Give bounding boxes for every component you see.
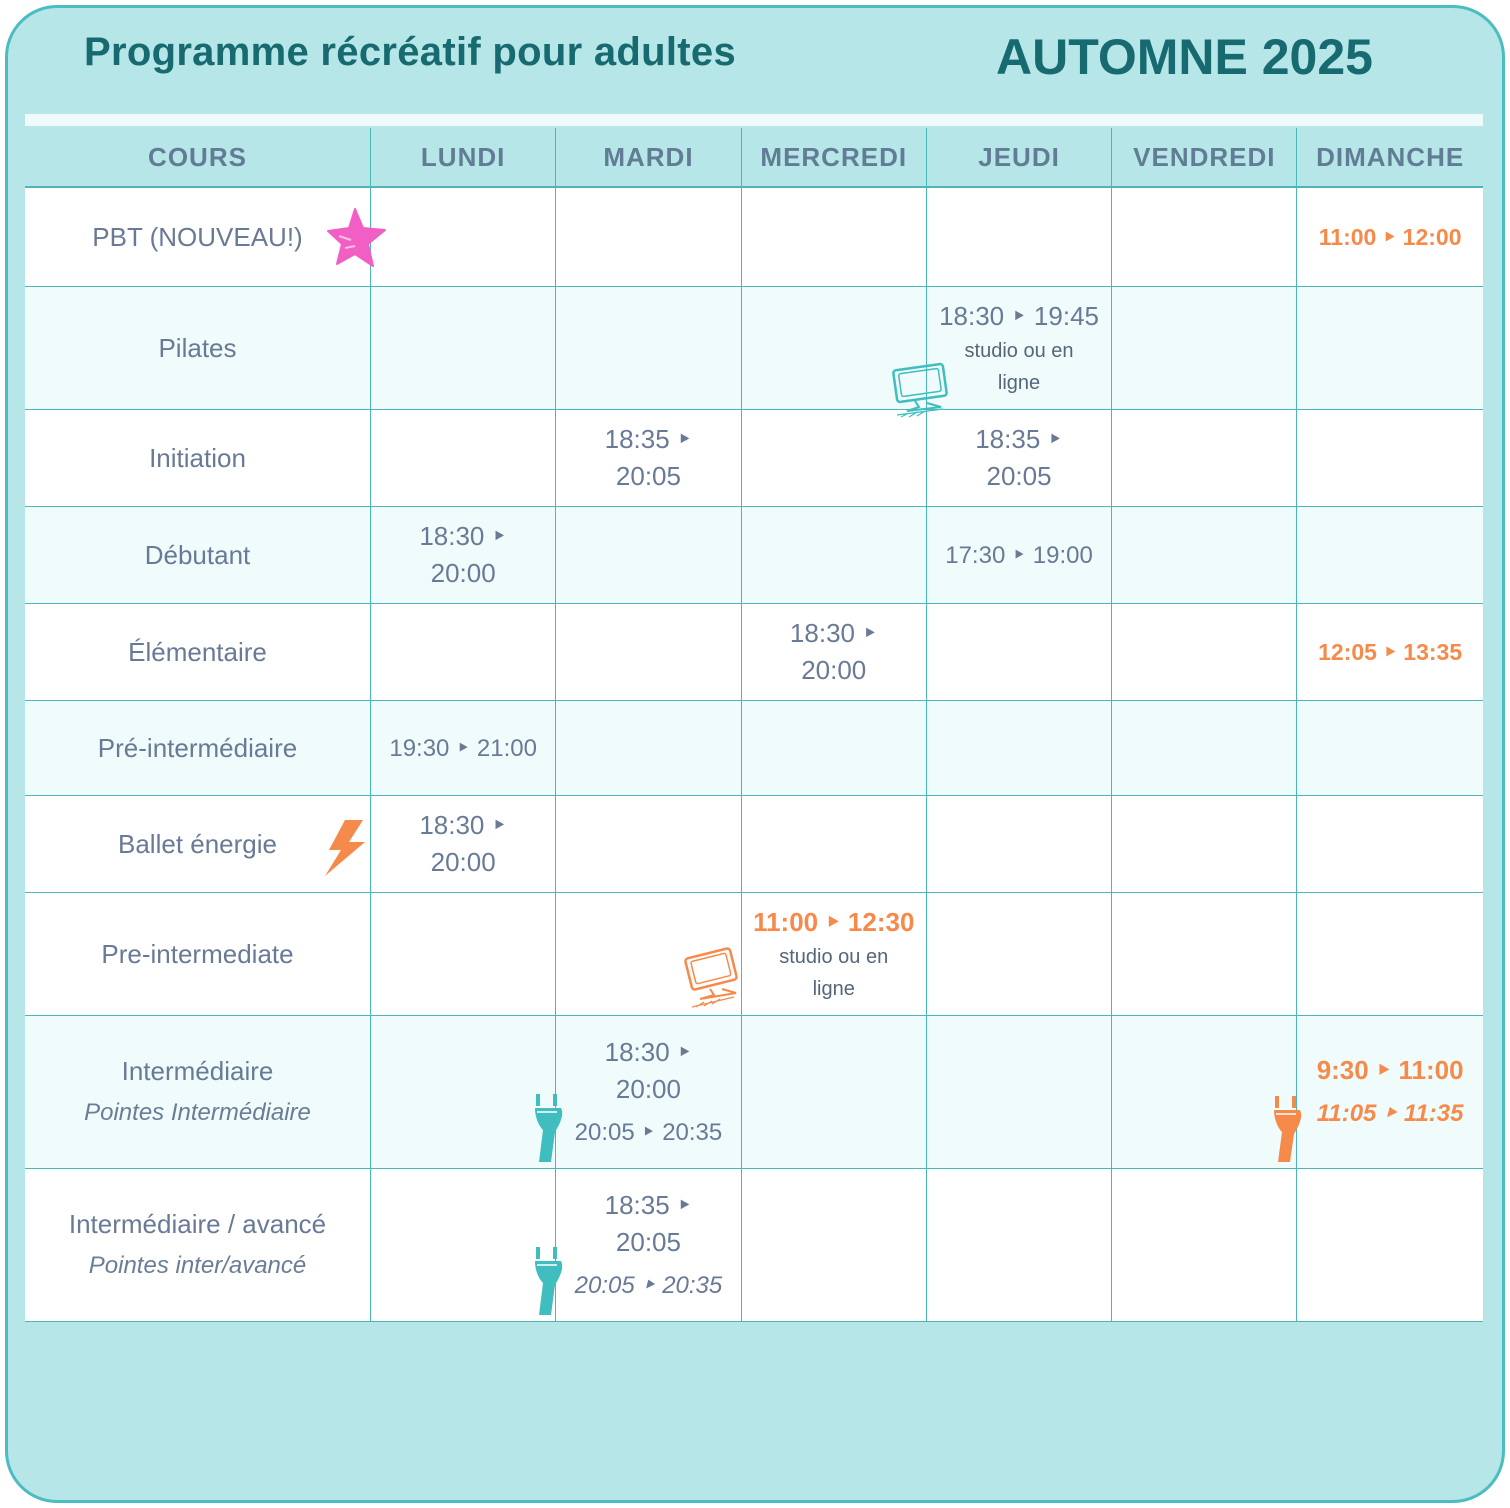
vendredi-cell [1112, 507, 1297, 603]
course-subname: Pointes Intermédiaire [84, 1099, 311, 1126]
class-time: 20:00 [801, 655, 867, 685]
course-cell [25, 1016, 371, 1168]
vendredi-cell [1112, 287, 1297, 409]
class-time: 11:05 ‣ 11:35 [1316, 1100, 1464, 1127]
course-cell [25, 893, 371, 1015]
table-header-row [25, 128, 1483, 188]
jeudi-cell [927, 410, 1112, 506]
dimanche-cell [1297, 701, 1482, 795]
course-cell [25, 796, 371, 892]
course-name: Élémentaire [128, 636, 267, 667]
mercredi-cell [742, 188, 927, 286]
lightning-icon [321, 818, 369, 878]
table-row [25, 893, 1483, 1016]
vendredi-cell [1112, 1016, 1297, 1168]
dimanche-cell [1297, 507, 1482, 603]
course-cell [25, 410, 371, 506]
class-time: 17:30 ‣ 19:00 [945, 541, 1093, 569]
column-header-dimanche: DIMANCHE [1316, 141, 1465, 172]
course-subname: Pointes inter/avancé [88, 1252, 307, 1279]
course-cell [25, 701, 371, 795]
class-note: ligne [812, 977, 855, 1000]
jeudi-cell [927, 701, 1112, 795]
class-time: 20:00 [615, 1073, 681, 1104]
schedule-table [25, 128, 1483, 1322]
mercredi-cell [742, 507, 927, 603]
mercredi-cell [742, 893, 927, 1015]
dimanche-cell [1297, 893, 1482, 1015]
course-cell [25, 604, 371, 700]
mercredi-cell [742, 701, 927, 795]
class-time: 20:05 [615, 1226, 681, 1257]
mardi-cell [556, 410, 741, 506]
course-cell [25, 188, 371, 286]
dimanche-cell [1297, 1016, 1482, 1168]
mercredi-cell [742, 410, 927, 506]
mercredi-cell [742, 604, 927, 700]
course-name: Débutant [144, 539, 251, 570]
jeudi-cell [927, 796, 1112, 892]
table-row [25, 507, 1483, 604]
jeudi-cell [927, 1169, 1112, 1321]
course-name: Pilates [158, 332, 237, 363]
mardi-cell [556, 287, 741, 409]
mardi-cell [556, 507, 741, 603]
course-cell [25, 507, 371, 603]
lundi-cell [371, 604, 556, 700]
course-name: Intermédiaire / avancé [68, 1209, 327, 1239]
vendredi-cell [1112, 796, 1297, 892]
jeudi-cell [927, 188, 1112, 286]
class-time: 20:05 [986, 461, 1052, 491]
vendredi-cell [1112, 701, 1297, 795]
lundi-cell [371, 796, 556, 892]
class-time: 11:00 ‣ 12:00 [1318, 223, 1462, 250]
season-title: AUTOMNE 2025 [996, 29, 1373, 85]
vendredi-cell [1112, 410, 1297, 506]
class-time: 20:05 [615, 461, 681, 491]
class-time: 11:00 ‣ 12:30 [753, 906, 915, 937]
course-name: Pre-intermediate [101, 938, 294, 969]
mercredi-cell [742, 796, 927, 892]
mercredi-cell [742, 1169, 927, 1321]
vendredi-cell [1112, 893, 1297, 1015]
table-row [25, 701, 1483, 796]
table-row [25, 796, 1483, 893]
class-time: 18:30 ‣ [419, 810, 507, 840]
page-title: Programme récréatif pour adultes [84, 30, 737, 74]
class-time: 20:05 ‣ 20:35 [574, 1271, 723, 1299]
vendredi-cell [1112, 188, 1297, 286]
class-time: 18:35 ‣ [604, 424, 693, 454]
column-header-cours: COURS [25, 128, 371, 186]
column-header-mardi: MARDI [556, 128, 741, 186]
vendredi-cell [1112, 604, 1297, 700]
dimanche-cell [1297, 796, 1482, 892]
class-time: 18:30 ‣ [789, 618, 878, 648]
table-row [25, 410, 1483, 507]
lundi-cell [371, 1016, 556, 1168]
class-time: 18:30 ‣ 19:45 [939, 300, 1099, 331]
course-name: PBT (NOUVEAU!) [92, 221, 303, 252]
table-row [25, 604, 1483, 701]
dimanche-cell [1297, 410, 1482, 506]
dimanche-cell [1297, 1169, 1482, 1321]
mardi-cell [556, 188, 741, 286]
jeudi-cell [927, 1016, 1112, 1168]
mardi-cell [556, 604, 741, 700]
class-time: 18:30 ‣ [419, 521, 507, 551]
lundi-cell [371, 410, 556, 506]
dimanche-cell [1297, 604, 1482, 700]
table-row [25, 1169, 1483, 1322]
course-name: Intermédiaire [121, 1056, 274, 1086]
class-note: studio ou en [779, 945, 889, 968]
vendredi-cell [1112, 1169, 1297, 1321]
jeudi-cell [927, 507, 1112, 603]
mardi-cell [556, 796, 741, 892]
computer-icon [682, 945, 744, 1009]
column-header-vendredi: VENDREDI [1112, 128, 1297, 186]
mardi-cell [556, 1169, 741, 1321]
column-header-mercredi: MERCREDI [742, 128, 927, 186]
mardi-cell [556, 1016, 741, 1168]
course-cell [25, 1169, 371, 1321]
class-time: 19:30 ‣ 21:00 [389, 734, 537, 762]
dimanche-cell [1297, 287, 1482, 409]
table-row [25, 287, 1483, 410]
lundi-cell [371, 1169, 556, 1321]
table-row [25, 1016, 1483, 1169]
class-time: 20:00 [430, 847, 496, 877]
class-time: 18:30 ‣ [604, 1036, 693, 1067]
class-time: 20:05 ‣ 20:35 [574, 1118, 723, 1146]
class-time: 18:35 ‣ [975, 424, 1063, 454]
lundi-cell [371, 287, 556, 409]
column-header-lundi: LUNDI [371, 128, 556, 186]
class-note: studio ou en [964, 339, 1074, 362]
class-note: ligne [997, 371, 1041, 394]
lundi-cell [371, 893, 556, 1015]
jeudi-cell [927, 604, 1112, 700]
table-row [25, 188, 1483, 287]
course-name: Ballet énergie [118, 828, 277, 859]
class-time: 18:35 ‣ [604, 1189, 693, 1220]
course-name: Initiation [149, 442, 246, 473]
class-time: 12:05 ‣ 13:35 [1318, 638, 1463, 665]
jeudi-cell [927, 287, 1112, 409]
course-cell [25, 287, 371, 409]
jeudi-cell [927, 893, 1112, 1015]
lundi-cell [371, 701, 556, 795]
mercredi-cell [742, 1016, 927, 1168]
mardi-cell [556, 701, 741, 795]
class-time: 20:00 [430, 558, 496, 588]
course-name: Pré-intermédiaire [97, 732, 298, 763]
class-time: 9:30 ‣ 11:00 [1316, 1055, 1464, 1085]
dimanche-cell [1297, 188, 1482, 286]
header-divider [25, 114, 1483, 126]
lundi-cell [371, 188, 556, 286]
lundi-cell [371, 507, 556, 603]
column-header-jeudi: JEUDI [927, 128, 1112, 186]
